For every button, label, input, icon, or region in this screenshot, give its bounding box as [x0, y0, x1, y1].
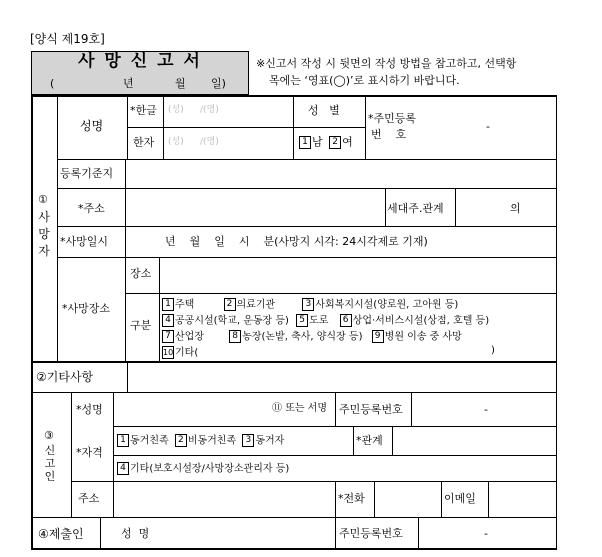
email-input[interactable] [489, 482, 555, 517]
qual-1-label: 동거친족 [130, 435, 169, 447]
sex-options [299, 136, 353, 149]
submitter-name-input[interactable] [165, 519, 334, 548]
reporter-rrn-label: 주민등록번호 [339, 403, 403, 416]
deceased-char-2: 망 [38, 227, 50, 241]
deceased-section-label [38, 211, 50, 257]
deceased-char-3: 자 [38, 244, 50, 258]
reporter-char-1: 신 [44, 444, 56, 457]
place-type-line-1 [162, 298, 458, 311]
deceased-section-number: ① [38, 193, 48, 206]
qualification-line-1 [117, 434, 284, 447]
submitter-name-label: 성 명 [121, 527, 150, 540]
place-label: 장소 [130, 267, 152, 280]
submitter-rrn-input[interactable] [419, 519, 555, 548]
type-10-other-input[interactable] [212, 343, 488, 359]
date-open: ( [50, 77, 55, 90]
type-2-label: 의료기관 [236, 299, 276, 311]
qual-4-checkbox[interactable]: 4 [117, 462, 129, 475]
type-5-checkbox[interactable]: 5 [296, 314, 308, 327]
type-1-label: 주택 [175, 299, 195, 311]
hanja-surname-hint: (성) [168, 137, 184, 147]
type-8-checkbox[interactable]: 8 [229, 330, 241, 343]
deceased-rrn-input[interactable] [430, 97, 555, 159]
other-input[interactable] [128, 363, 555, 392]
deceased-rrn-dash: - [486, 120, 490, 133]
reporter-address-label: 주소 [78, 492, 100, 505]
reporter-name-input[interactable] [114, 394, 270, 426]
qualification-label: *자격 [76, 446, 103, 459]
type-6-checkbox[interactable]: 6 [340, 314, 352, 327]
hangul-given-hint: /(명) [200, 105, 219, 115]
place-type-line-4 [162, 346, 198, 359]
hangul-name-input[interactable] [164, 97, 292, 126]
type-7-checkbox[interactable]: 7 [162, 330, 174, 343]
type-label: 구분 [130, 319, 152, 332]
qual-4-label: 기타(보호시설장/사망장소관리자 등) [130, 463, 290, 475]
hanja-name-input[interactable] [164, 128, 292, 159]
seal-number: ⑪ [272, 403, 282, 414]
qual-2-checkbox[interactable]: 2 [175, 434, 187, 447]
type-9-checkbox[interactable]: 9 [372, 330, 384, 343]
rrn-label-line1: *주민등록 [368, 112, 417, 125]
seal-or-signature [272, 404, 327, 414]
date-day: 일) [211, 77, 226, 90]
qual-3-checkbox[interactable]: 3 [242, 434, 254, 447]
reporter-section-label [44, 445, 56, 482]
death-time-input[interactable] [126, 227, 555, 257]
death-time-label: *사망일시 [60, 235, 109, 248]
place-input[interactable] [160, 258, 555, 293]
female-checkbox[interactable]: 2 [329, 136, 341, 149]
male-checkbox[interactable]: 1 [299, 136, 311, 149]
reporter-section-number: ③ [44, 429, 54, 442]
type-6-label: 상업·서비스시설(상점, 호텔 등) [352, 315, 490, 327]
phone-input[interactable] [375, 482, 440, 517]
date-month: 월 [175, 77, 186, 90]
date-year: 년 [123, 77, 134, 90]
female-label: 여 [342, 135, 353, 149]
submitter-rrn-label: 주민등록번호 [339, 527, 403, 540]
type-2-checkbox[interactable]: 2 [224, 298, 236, 311]
householder-label: 세대주.관계 [387, 202, 444, 215]
relation-label: *관계 [356, 434, 383, 447]
deceased-char-1: 사 [38, 210, 50, 224]
hangul-label: *한글 [130, 104, 157, 117]
householder-suffix: 의 [510, 202, 521, 215]
hangul-surname-hint: (성) [168, 105, 184, 115]
qual-2-label: 비동거친족 [187, 435, 237, 447]
base-input[interactable] [126, 160, 555, 188]
householder-input[interactable] [456, 189, 555, 226]
hanja-given-hint: /(명) [200, 137, 219, 147]
type-10-close: ) [491, 345, 495, 356]
instruction-note-2: 목에는 ‘영표(◯)’로 표시하기 바랍니다. [269, 74, 460, 87]
instruction-note-1: ※신고서 작성 시 뒷면의 작성 방법을 참고하고, 선택항 [256, 57, 517, 70]
form-number: [양식 제19호] [30, 32, 105, 46]
address-label: *주소 [78, 202, 105, 215]
type-10-checkbox[interactable]: 10 [163, 348, 174, 357]
seal-text: 또는 서명 [285, 403, 328, 414]
reporter-name-label: *성명 [76, 403, 103, 416]
type-3-checkbox[interactable]: 3 [302, 298, 314, 311]
email-label: 이메일 [444, 492, 476, 505]
type-3-label: 사회복지시설(양로원, 고아원 등) [315, 299, 459, 311]
type-4-checkbox[interactable]: 4 [162, 314, 174, 327]
other-label: ②기타사항 [36, 370, 94, 384]
qualification-line-2 [117, 462, 289, 475]
type-5-label: 도로 [309, 315, 329, 327]
phone-label: *전화 [338, 492, 365, 505]
reporter-rrn-input[interactable] [412, 394, 555, 426]
hanja-label: 한자 [133, 136, 155, 149]
death-place-label: *사망장소 [62, 302, 111, 315]
address-input[interactable] [126, 189, 384, 226]
form-title: 사 망 신 고 서 [78, 51, 202, 71]
type-8-label: 농장(논밭, 축사, 양식장 등) [242, 331, 363, 343]
reporter-char-2: 고 [44, 457, 56, 470]
place-type-line-2 [162, 314, 489, 327]
base-label: 등록기준지 [60, 167, 114, 180]
relation-input[interactable] [393, 427, 555, 455]
type-1-checkbox[interactable]: 1 [162, 298, 174, 311]
qual-3-label: 동거자 [255, 435, 285, 447]
type-7-label: 산업장 [175, 331, 204, 343]
male-label: 남 [312, 135, 323, 149]
name-label: 성명 [80, 119, 104, 133]
death-time-value: 년 월 일 시 분(사망지 시각: 24시각제로 기재) [165, 235, 428, 248]
place-type-line-3 [162, 330, 462, 343]
type-10-label: 기타( [175, 347, 199, 359]
sex-label: 성 별 [308, 104, 340, 117]
qual-1-checkbox[interactable]: 1 [117, 434, 129, 447]
type-4-label: 공공시설(학교, 운동장 등) [175, 315, 289, 327]
submitter-rrn-dash: - [484, 527, 488, 540]
reporter-char-3: 인 [44, 470, 56, 483]
reporter-address-input[interactable] [114, 482, 334, 517]
type-9-label: 병원 이송 중 사망 [384, 331, 462, 343]
submitter-label: ④제출인 [38, 527, 84, 541]
reporter-rrn-dash: - [484, 403, 488, 416]
rrn-label-line2: 번 호 [371, 128, 407, 141]
